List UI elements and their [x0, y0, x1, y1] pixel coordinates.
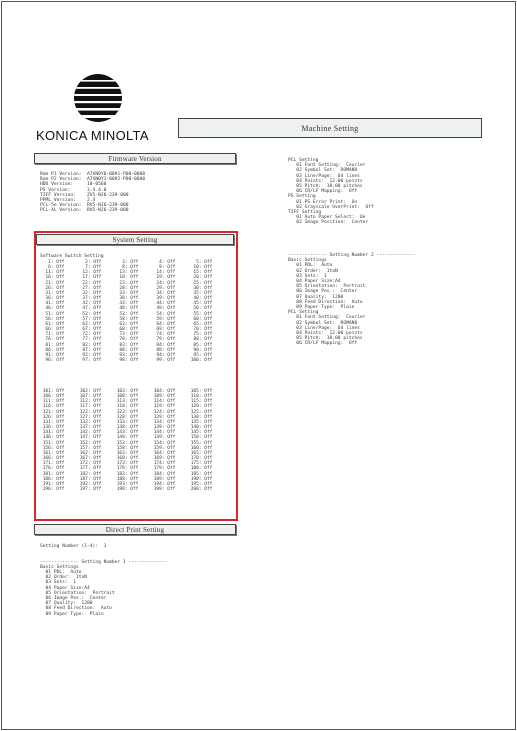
switch-cell: 193: Off: [114, 481, 139, 487]
software-switch-grid-2: [40, 389, 225, 492]
switch-cell: 143: Off: [114, 430, 139, 436]
switch-cell: 97: Off: [77, 357, 102, 363]
switch-cell: 145: Off: [188, 430, 213, 436]
switch-cell: 26: Off: [40, 285, 65, 291]
switch-cell: 45: Off: [188, 301, 213, 307]
switch-cell: 132: Off: [77, 419, 102, 425]
settings-line: TIFF Setting: [288, 210, 322, 216]
firmware-version-header: Firmware Version: [34, 153, 236, 164]
switch-cell: 18: Off: [114, 275, 139, 281]
settings-line: 01 PS Error Print: On: [288, 199, 358, 205]
switch-cell: 108: Off: [114, 394, 139, 400]
switch-cell: 195: Off: [188, 481, 213, 487]
switch-cell: 121: Off: [40, 409, 65, 415]
settings-line: 09 Paper Type: Plain: [288, 305, 355, 311]
switch-cell: 71: Off: [40, 332, 65, 338]
switch-cell: 106: Off: [40, 394, 65, 400]
settings-line: 02 Symbol Set: ROMAN8: [288, 168, 358, 174]
settings-line: 02 Grayscale OverPrint: Off: [288, 204, 374, 210]
settings-line: 03 Line/Page: 64 lines: [288, 325, 360, 331]
switch-cell: 200: Off: [188, 486, 213, 492]
switch-cell: 60: Off: [188, 316, 213, 322]
switch-cell: 84: Off: [151, 342, 176, 348]
switch-cell: 13: Off: [114, 270, 139, 276]
switch-cell: 160: Off: [188, 445, 213, 451]
switch-cell: 49: Off: [151, 306, 176, 312]
switch-cell: 131: Off: [40, 419, 65, 425]
switch-cell: 99: Off: [151, 357, 176, 363]
switch-cell: 4: Off: [151, 260, 176, 265]
switch-cell: 187: Off: [77, 476, 102, 482]
switch-cell: 47: Off: [77, 306, 102, 312]
switch-cell: 65: Off: [188, 321, 213, 327]
direct-print-line: Setting Number (1-4): 1: [40, 544, 107, 549]
firmware-line: Rom P1 Version: A7XN0Y0-0091-P00-0000: [40, 172, 146, 177]
switch-cell: 40: Off: [188, 296, 213, 302]
brand-name: KONICA MINOLTA: [36, 128, 149, 143]
switch-cell: 192: Off: [77, 481, 102, 487]
switch-cell: 37: Off: [77, 296, 102, 302]
switch-cell: 152: Off: [77, 440, 102, 446]
switch-cell: 31: Off: [40, 290, 65, 296]
settings-line: 06 Image Pos.: Center: [288, 289, 358, 295]
switch-cell: 181: Off: [40, 471, 65, 477]
switch-cell: 173: Off: [114, 461, 139, 467]
switch-cell: 77: Off: [77, 337, 102, 343]
switch-cell: 20: Off: [188, 275, 213, 281]
switch-cell: 80: Off: [188, 337, 213, 343]
switch-cell: 134: Off: [151, 419, 176, 425]
switch-cell: 103: Off: [114, 389, 139, 394]
switch-cell: 133: Off: [114, 419, 139, 425]
switch-cell: 176: Off: [40, 466, 65, 472]
switch-cell: 62: Off: [77, 321, 102, 327]
settings-line: 01 PDL: Auto: [288, 263, 333, 269]
switch-cell: 42: Off: [77, 301, 102, 307]
firmware-line: HDD Version: 10-0560: [40, 182, 107, 188]
switch-cell: 126: Off: [40, 414, 65, 420]
switch-cell: 10: Off: [188, 265, 213, 271]
switch-cell: 63: Off: [114, 321, 139, 327]
switch-cell: 142: Off: [77, 430, 102, 436]
switch-cell: 32: Off: [77, 290, 102, 296]
switch-cell: 43: Off: [114, 301, 139, 307]
switch-cell: 129: Off: [151, 414, 176, 420]
settings-line: 06 CR/LF Mapping: Off: [288, 189, 358, 195]
settings-line: 03 Line/Page: 64 lines: [288, 173, 360, 179]
switch-cell: 100: Off: [188, 357, 213, 363]
switch-cell: 44: Off: [151, 301, 176, 307]
settings-line: 05 Pitch: 10.00 pitches: [288, 184, 363, 190]
switch-cell: 154: Off: [151, 440, 176, 446]
switch-cell: 120: Off: [188, 404, 213, 410]
direct-print-settings: [40, 544, 167, 617]
switch-cell: 167: Off: [77, 456, 102, 462]
switch-cell: 69: Off: [151, 327, 176, 333]
switch-cell: 109: Off: [151, 394, 176, 400]
switch-cell: 72: Off: [77, 332, 102, 338]
switch-cell: 162: Off: [77, 450, 102, 456]
switch-cell: 140: Off: [188, 425, 213, 431]
settings-line: 05 Pitch: 10.00 pitches: [288, 336, 363, 342]
settings-line: PCL Setting: [288, 158, 319, 163]
switch-cell: 151: Off: [40, 440, 65, 446]
settings-line: -------------- Setting Number 2 --------------: [288, 253, 416, 258]
switch-cell: 90: Off: [188, 347, 213, 353]
switch-cell: 87: Off: [77, 347, 102, 353]
switch-cell: 123: Off: [114, 409, 139, 415]
software-switch-grid-1: [40, 260, 225, 363]
firmware-line: PS Version: 3.4.4.0: [40, 187, 107, 193]
direct-print-line: 02 Order: 1toN: [40, 575, 88, 581]
switch-cell: 112: Off: [77, 399, 102, 405]
switch-cell: 199: Off: [151, 486, 176, 492]
switch-cell: 115: Off: [188, 399, 213, 405]
switch-cell: 30: Off: [188, 285, 213, 291]
switch-cell: 50: Off: [188, 306, 213, 312]
direct-print-line: 07 Quality: 1200: [40, 601, 93, 607]
switch-cell: 5: Off: [188, 260, 213, 265]
switch-cell: 14: Off: [151, 270, 176, 276]
switch-cell: 98: Off: [114, 357, 139, 363]
switch-cell: 171: Off: [40, 461, 65, 467]
switch-cell: 89: Off: [151, 347, 176, 353]
switch-cell: 86: Off: [40, 347, 65, 353]
switch-cell: 56: Off: [40, 316, 65, 322]
switch-cell: 168: Off: [114, 456, 139, 462]
switch-cell: 128: Off: [114, 414, 139, 420]
direct-print-line: 08 Feed Direction: Auto: [40, 606, 112, 612]
direct-print-line: 03 Sets: 1: [40, 580, 76, 586]
firmware-line: Rom P2 Version: A7XN0Y1-0092-P00-0000: [40, 177, 146, 183]
switch-cell: 175: Off: [188, 461, 213, 467]
switch-cell: 52: Off: [77, 311, 102, 317]
switch-cell: 17: Off: [77, 275, 102, 281]
switch-cell: 136: Off: [40, 425, 65, 431]
switch-cell: 3: Off: [114, 260, 139, 265]
switch-cell: 24: Off: [151, 280, 176, 286]
switch-cell: 118: Off: [114, 404, 139, 410]
switch-cell: 156: Off: [40, 445, 65, 451]
switch-cell: 33: Off: [114, 290, 139, 296]
switch-cell: 197: Off: [77, 486, 102, 492]
switch-cell: 22: Off: [77, 280, 102, 286]
switch-cell: 94: Off: [151, 352, 176, 358]
switch-cell: 125: Off: [188, 409, 213, 415]
switch-cell: 144: Off: [151, 430, 176, 436]
switch-cell: 35: Off: [188, 290, 213, 296]
switch-cell: 55: Off: [188, 311, 213, 317]
switch-cell: 88: Off: [114, 347, 139, 353]
switch-cell: 164: Off: [151, 450, 176, 456]
switch-cell: 170: Off: [188, 456, 213, 462]
switch-cell: 27: Off: [77, 285, 102, 291]
switch-cell: 141: Off: [40, 430, 65, 436]
switch-cell: 76: Off: [40, 337, 65, 343]
direct-print-setting-header: Direct Print Setting: [34, 524, 236, 535]
switch-cell: 165: Off: [188, 450, 213, 456]
switch-cell: 48: Off: [114, 306, 139, 312]
switch-cell: 75: Off: [188, 332, 213, 338]
switch-cell: 81: Off: [40, 342, 65, 348]
switch-cell: 155: Off: [188, 440, 213, 446]
switch-cell: 19: Off: [151, 275, 176, 281]
switch-cell: 166: Off: [40, 456, 65, 462]
settings-line: 01 Auto Paper Select: On: [288, 215, 366, 221]
switch-cell: 39: Off: [151, 296, 176, 302]
direct-print-line: -------------- Setting Number 1 --------------: [40, 559, 168, 565]
switch-cell: 74: Off: [151, 332, 176, 338]
switch-cell: 38: Off: [114, 296, 139, 302]
settings-line: 04 Points: 12.00 points: [288, 331, 363, 337]
switch-cell: 91: Off: [40, 352, 65, 358]
switch-cell: 46: Off: [40, 306, 65, 312]
switch-cell: 16: Off: [40, 275, 65, 281]
switch-cell: 188: Off: [114, 476, 139, 482]
switch-cell: 57: Off: [77, 316, 102, 322]
switch-cell: 79: Off: [151, 337, 176, 343]
switch-cell: 53: Off: [114, 311, 139, 317]
switch-cell: 104: Off: [151, 389, 176, 394]
switch-cell: 6: Off: [40, 265, 65, 271]
switch-cell: 67: Off: [77, 327, 102, 333]
direct-print-line: 04 Paper Size:A4: [40, 585, 90, 591]
switch-cell: 110: Off: [188, 394, 213, 400]
switch-cell: 179: Off: [151, 466, 176, 472]
switch-cell: 82: Off: [77, 342, 102, 348]
switch-cell: 11: Off: [40, 270, 65, 276]
switch-cell: 2: Off: [77, 260, 102, 265]
switch-cell: 96: Off: [40, 357, 65, 363]
switch-cell: 8: Off: [114, 265, 139, 271]
switch-cell: 15: Off: [188, 270, 213, 276]
settings-line: 01 Font Setting: Courier: [288, 163, 366, 169]
switch-cell: 114: Off: [151, 399, 176, 405]
switch-cell: 113: Off: [114, 399, 139, 405]
switch-cell: 185: Off: [188, 471, 213, 477]
switch-cell: 180: Off: [188, 466, 213, 472]
system-setting-header: System Setting: [36, 234, 234, 245]
switch-cell: 191: Off: [40, 481, 65, 487]
settings-line: PCL Setting: [288, 310, 319, 316]
switch-cell: 182: Off: [77, 471, 102, 477]
direct-print-line: Basic Settings: [40, 564, 79, 570]
switch-cell: 1: Off: [40, 260, 65, 265]
settings-line: 04 Points: 12.00 points: [288, 178, 363, 184]
switch-cell: 116: Off: [40, 404, 65, 410]
switch-cell: 184: Off: [151, 471, 176, 477]
settings-line: 06 CR/LF Mapping: Off: [288, 341, 358, 347]
switch-cell: 21: Off: [40, 280, 65, 286]
settings-line: 04 Paper Size:A4: [288, 279, 341, 285]
switch-cell: 70: Off: [188, 327, 213, 333]
switch-cell: 169: Off: [151, 456, 176, 462]
switch-cell: 127: Off: [77, 414, 102, 420]
pcl-ps-tiff-settings: [288, 158, 374, 226]
switch-cell: 78: Off: [114, 337, 139, 343]
switch-cell: 102: Off: [77, 389, 102, 394]
switch-cell: 178: Off: [114, 466, 139, 472]
switch-cell: 41: Off: [40, 301, 65, 307]
switch-cell: 51: Off: [40, 311, 65, 317]
switch-cell: 54: Off: [151, 311, 176, 317]
switch-cell: 163: Off: [114, 450, 139, 456]
switch-cell: 186: Off: [40, 476, 65, 482]
switch-cell: 93: Off: [114, 352, 139, 358]
settings-line: Basic Settings: [288, 258, 327, 264]
switch-cell: 174: Off: [151, 461, 176, 467]
direct-print-line: 06 Image Pos.: Center: [40, 596, 107, 602]
switch-cell: 92: Off: [77, 352, 102, 358]
switch-cell: 119: Off: [151, 404, 176, 410]
switch-cell: 148: Off: [114, 435, 139, 441]
settings-line: PS Setting: [288, 194, 316, 200]
firmware-line: TIFF Version: ZV5-NJ6-239-000: [40, 192, 129, 198]
firmware-version-list: [40, 172, 145, 214]
firmware-line: PCL-5e Version: RV5-NJ6-239-000: [40, 203, 129, 209]
switch-cell: 83: Off: [114, 342, 139, 348]
switch-cell: 124: Off: [151, 409, 176, 415]
switch-cell: 117: Off: [77, 404, 102, 410]
switch-cell: 7: Off: [77, 265, 102, 271]
switch-cell: 135: Off: [188, 419, 213, 425]
setting-number-2: [288, 253, 415, 347]
switch-cell: 177: Off: [77, 466, 102, 472]
direct-print-line: 09 Paper Type: Plain: [40, 611, 104, 617]
switch-cell: 29: Off: [151, 285, 176, 291]
switch-cell: 25: Off: [188, 280, 213, 286]
switch-cell: 161: Off: [40, 450, 65, 456]
switch-cell: 198: Off: [114, 486, 139, 492]
switch-cell: 28: Off: [114, 285, 139, 291]
settings-line: 02 Order: 1toN: [288, 268, 338, 274]
switch-cell: 64: Off: [151, 321, 176, 327]
switch-cell: 101: Off: [40, 389, 65, 394]
direct-print-line: 05 Orientation: Portrait: [40, 590, 115, 596]
switch-cell: 95: Off: [188, 352, 213, 358]
switch-cell: 73: Off: [114, 332, 139, 338]
switch-cell: 146: Off: [40, 435, 65, 441]
switch-cell: 68: Off: [114, 327, 139, 333]
switch-cell: 122: Off: [77, 409, 102, 415]
switch-cell: 172: Off: [77, 461, 102, 467]
switch-cell: 138: Off: [114, 425, 139, 431]
settings-line: 02 Image Position: Center: [288, 220, 369, 226]
switch-cell: 183: Off: [114, 471, 139, 477]
switch-cell: 189: Off: [151, 476, 176, 482]
switch-cell: 85: Off: [188, 342, 213, 348]
switch-cell: 194: Off: [151, 481, 176, 487]
switch-cell: 105: Off: [188, 389, 213, 394]
settings-line: 07 Quality: 1200: [288, 294, 344, 300]
settings-line: 01 Font Setting: Courier: [288, 315, 366, 321]
machine-setting-header: Machine Setting: [178, 118, 482, 138]
switch-cell: 153: Off: [114, 440, 139, 446]
switch-cell: 58: Off: [114, 316, 139, 322]
settings-line: 05 Orientation: Portrait: [288, 284, 366, 290]
switch-cell: 196: Off: [40, 486, 65, 492]
switch-cell: 149: Off: [151, 435, 176, 441]
settings-line: 02 Symbol Set: ROMAN8: [288, 320, 358, 326]
switch-cell: 36: Off: [40, 296, 65, 302]
switch-cell: 147: Off: [77, 435, 102, 441]
software-switch-title: Software Switch Setting: [40, 254, 104, 259]
switch-cell: 61: Off: [40, 321, 65, 327]
firmware-line: PPML Version: 2.4: [40, 198, 96, 204]
globe-logo-icon: [30, 70, 158, 130]
switch-cell: 107: Off: [77, 394, 102, 400]
switch-cell: 150: Off: [188, 435, 213, 441]
switch-cell: 9: Off: [151, 265, 176, 271]
switch-cell: 111: Off: [40, 399, 65, 405]
switch-cell: 34: Off: [151, 290, 176, 296]
settings-line: 08 Feed Direction: Auto: [288, 299, 363, 305]
switch-cell: 158: Off: [114, 445, 139, 451]
switch-cell: 23: Off: [114, 280, 139, 286]
firmware-line: PCL-XL Version: RV5-NJ6-239-000: [40, 208, 129, 214]
switch-cell: 12: Off: [77, 270, 102, 276]
switch-cell: 59: Off: [151, 316, 176, 322]
switch-cell: 137: Off: [77, 425, 102, 431]
settings-line: 03 Sets: 1: [288, 273, 327, 279]
switch-cell: 139: Off: [151, 425, 176, 431]
switch-cell: 130: Off: [188, 414, 213, 420]
switch-cell: 66: Off: [40, 327, 65, 333]
switch-cell: 190: Off: [188, 476, 213, 482]
switch-cell: 157: Off: [77, 445, 102, 451]
direct-print-line: 01 PDL: Auto: [40, 570, 82, 576]
switch-cell: 159: Off: [151, 445, 176, 451]
